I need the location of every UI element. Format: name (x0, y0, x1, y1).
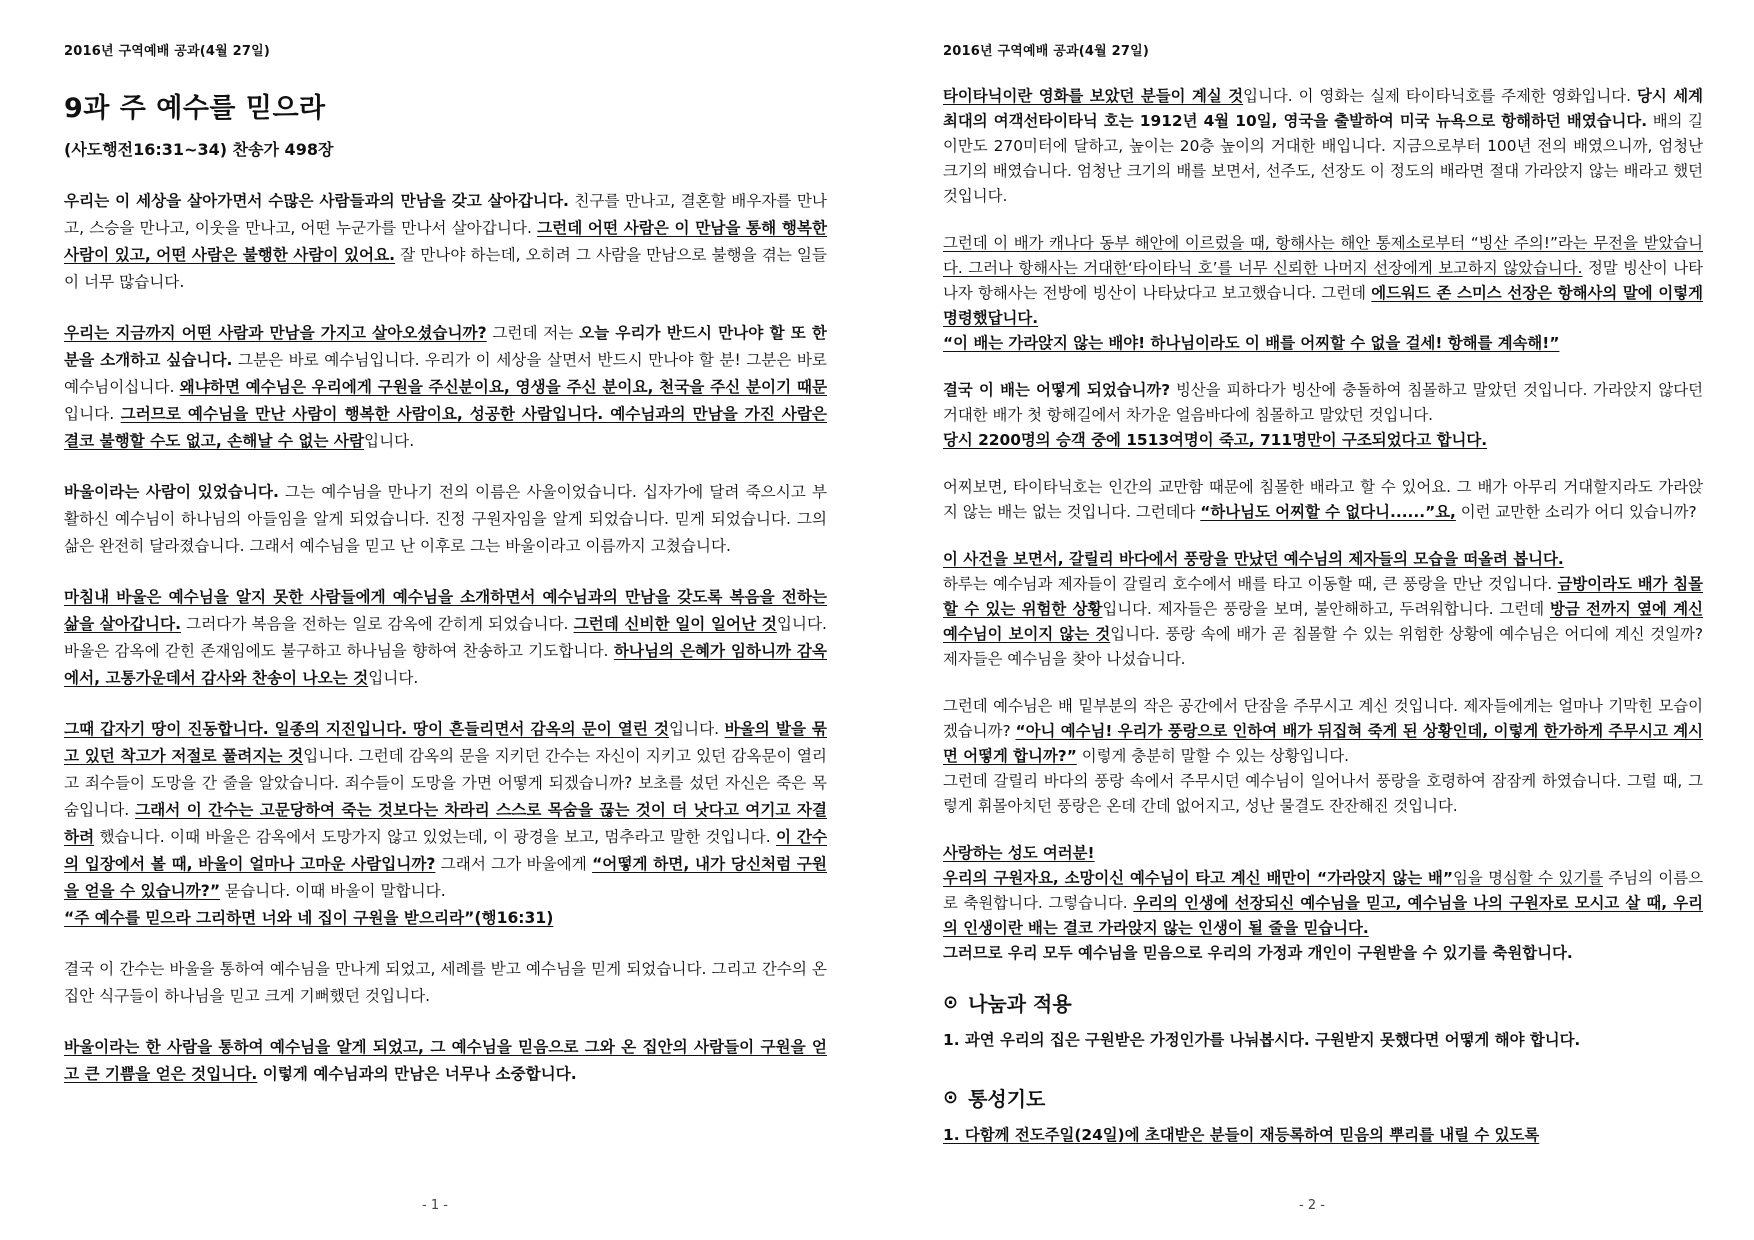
section-title-text: 통성기도 (968, 1087, 1046, 1111)
paragraph: 마침내 바울은 예수님을 알지 못한 사람들에게 예수님을 소개하면서 예수님과의 만남을 갖도록 복음을 전하는 삶을 살아갑니다. 그러다가 복음을 전하는 일로 감옥에 갇히게 되었습니다. 그런데 신비한 일이 일어난 것입니다. 바울은 감옥에 갇힌 존재임에도 불구하고 하나님을 향하여 찬송하고 기도합니다. 하나님의 은혜가 임하니까 감옥에서, 고통가운데서 감사와 찬송이 나오는 것입니다. (64, 588, 827, 687)
paragraph: 이 사건을 보면서, 갈릴리 바다에서 풍랑을 만났던 예수님의 제자들의 모습을 떠올려 봅니다. 하루는 예수님과 제자들이 갈릴리 호수에서 배를 타고 이동할 때, 큰 풍랑을 만난 것입니다. 금방이라도 배가 침몰할 수 있는 위험한 상황입니다. 제자들은 풍랑을 보며, 불안해하고, 두려워합니다. 그런데 방금 전까지 옆에 계신 예수님이 보이지 않는 것입니다. 풍랑 속에 배가 곧 침몰할 수 있는 위험한 상황에 예수님은 어디에 계신 것일까? 제자들은 예수님을 찾아 나섰습니다. (943, 550, 1704, 668)
paragraph: 우리는 지금까지 어떤 사람과 만남을 가지고 살아오셨습니까? 그런데 저는 오늘 우리가 반드시 만나야 할 또 한 분을 소개하고 싶습니다. 그분은 바로 예수님입니다. 우리가 이 세상을 살면서 반드시 만나야 할 분! 그분은 바로 예수님이십니다. 왜냐하면 예수님은 우리에게 구원을 주신분이요, 영생을 주신 분이요, 천국을 주신 분이기 때문입니다. 그러므로 예수님을 만난 사람이 행복한 사람이요, 성공한 사람입니다. 예수님과의 만남을 가진 사람은 결코 불행할 수도 없고, 손해날 수 없는 사람입니다. (64, 324, 828, 450)
paragraph: 그런데 예수님은 배 밑부분의 작은 공간에서 단잠을 주무시고 계신 것입니다. 제자들에게는 얼마나 기막힌 모습이겠습니까? “아니 예수님! 우리가 풍랑으로 인하여 배가 뒤집혀 죽게 된 상황인데, 이렇게 한가하게 주무시고 계시면 어떻게 합니까?” 이렇게 충분히 말할 수 있는 상황입니다. 그런데 갈릴리 바다의 풍랑 속에서 주무시던 예수님이 일어나서 풍랑을 호령하여 잠잠케 하였습니다. 그럴 때, 그렇게 휘몰아치던 풍랑은 온데 간데 없어지고, 성난 물결도 잔잔해진 것입니다. (943, 697, 1703, 815)
page-number: - 2 - (1299, 1198, 1325, 1213)
section-title-prayer (943, 1083, 1703, 1112)
page-content (943, 84, 1703, 1178)
sharing-item: 1. 과연 우리의 집은 구원받은 가정인가를 나눠봅시다. 구원받지 못했다면 어떻게 해야 합니다. (943, 1031, 1581, 1049)
paragraph: 타이타닉이란 영화를 보았던 분들이 계실 것입니다. 이 영화는 실제 타이타닉호를 주제한 영화입니다. 당시 세계 최대의 여객선타이타닉 호는 1912년 4월 10일, 영국을 출발하여 미국 뉴욕으로 항해하던 배였습니다. 배의 길이만도 270미터에 달하고, 높이는 20층 높이의 거대한 배입니다. 지금으로부터 100년 전의 배였으니까, 엄청난 크기의 배였습니다. 엄청난 크기의 배를 보면서, 선주도, 선장도 이 정도의 배라면 절대 가라앉지 않는 배라고 했던 것입니다. (943, 87, 1704, 205)
bible-verse: “주 예수를 믿으라 그리하면 너와 네 집이 구원을 받으리라” (64, 909, 475, 927)
paragraph: 결국 이 배는 어떻게 되었습니까? 빙산을 피하다가 빙산에 충돌하여 침몰하고 말았던 것입니다. 가라앉지 않다던 거대한 배가 첫 항해길에서 차가운 얼음바다에 침몰하고 말았던 것입니다. 당시 2200명의 승객 중에 1513여명이 죽고, 711명만이 구조되었다고 합니다. (943, 381, 1703, 449)
paragraph: 바울이라는 사람이 있었습니다. 그는 예수님을 만나기 전의 이름은 사울이었습니다. 십자가에 달려 죽으시고 부활하신 예수님이 하나님의 아들임을 알게 되었습니다. 진정 구원자임을 알게 되었습니다. 믿게 되었습니다. 그의 삶은 완전히 달라졌습니다. 그래서 예수님을 믿고 난 이후로 그는 바울이라고 이름까지 고쳤습니다. (64, 483, 828, 555)
page-header: 2016년 구역예배 공과(4월 27일) (64, 44, 271, 59)
section-title-sharing (943, 988, 1703, 1017)
lesson-title: 9과 주 예수를 믿으라 (64, 93, 326, 124)
page-2 (877, 0, 1754, 1240)
paragraph: 사랑하는 성도 여러분! 우리의 구원자요, 소망이신 예수님이 타고 계신 배만이 “가라앉지 않는 배”임을 명심할 수 있기를 주님의 이름으로 축원합니다. 그렇습니다. 우리의 인생에 선장되신 예수님을 믿고, 예수님을 나의 구원자로 모시고 살 때, 우리의 인생이란 배는 결코 가라앉지 않는 인생이 될 줄을 믿습니다. 그러므로 우리 모두 예수님을 믿음으로 우리의 가정과 개인이 구원받을 수 있기를 축원합니다. (943, 844, 1703, 962)
prayer-item: 1. 다함께 전도주일(24일)에 초대받은 분들이 재등록하여 믿음의 뿌리를 내릴 수 있도록 (943, 1126, 1540, 1144)
paragraph: 우리는 이 세상을 살아가면서 수많은 사람들과의 만남을 갖고 살아갑니다. 친구를 만나고, 결혼할 배우자를 만나고, 스승을 만나고, 이웃을 만나고, 어떤 누군가를 만나서 살아갑니다. 그런데 어떤 사람은 이 만남을 통해 행복한 사람이 있고, 어떤 사람은 불행한 사람이 있어요. 잘 만나야 하는데, 오히려 그 사람을 만남으로 불행을 겪는 일들이 너무 많습니다. (64, 192, 828, 291)
paragraph: 어찌보면, 타이타닉호는 인간의 교만함 때문에 침몰한 배라고 할 수 있어요. 그 배가 아무리 거대할지라도 가라앉지 않는 배는 없는 것입니다. 그런데다 “하나님도 어찌할 수 없다니......”요, 이런 교만한 소리가 어디 있습니까? (943, 478, 1703, 521)
page-number: - 1 - (422, 1198, 448, 1213)
paragraph: 그런데 이 배가 캐나다 동부 해안에 이르렀을 때, 항해사는 해안 통제소로부터 “빙산 주의!”라는 무전을 받았습니다. 그러나 항해사는 거대한‘타이타닉 호’를 너무 신뢰한 나머지 선장에게 보고하지 않았습니다. 정말 빙산이 나타나자 항해사는 전방에 빙산이 나타났다고 보고했습니다. 그런데 에드워드 존 스미스 선장은 항해사의 말에 이렇게 명령했답니다. “이 배는 가라앉지 않는 배야! 하나님이라도 이 배를 어찌할 수 없을 걸세! 항해를 계속해!” (943, 234, 1704, 352)
page-content (64, 82, 827, 1112)
paragraph: 바울이라는 한 사람을 통하여 예수님을 알게 되었고, 그 예수님을 믿음으로 그와 온 집안의 사람들이 구원을 얻고 큰 기쁨을 얻은 것입니다. 이렇게 예수님과의 만남은 너무나 소중합니다. (64, 1038, 827, 1083)
circle-dot-icon: ⊙ (943, 1087, 959, 1108)
captain-quote: “이 배는 가라앉지 않는 배야! 하나님이라도 이 배를 어찌할 수 없을 걸세! 항해를 계속해!” (943, 334, 1560, 352)
paragraph: 그때 갑자기 땅이 진동합니다. 일종의 지진입니다. 땅이 흔들리면서 감옥의 문이 열린 것입니다. 바울의 발을 묶고 있던 착고가 저절로 풀려지는 것입니다. 그런데 감옥의 문을 지키던 간수는 자신이 지키고 있던 감옥문이 열리고 죄수들이 도망을 간 줄을 알았습니다. 죄수들이 도망을 가면 어떻게 되겠습니까? 보초를 섰던 자신은 죽은 목숨입니다. 그래서 이 간수는 고문당하여 죽는 것보다는 차라리 스스로 목숨을 끊는 것이 더 낫다고 여기고 자결하려 했습니다. 이때 바울은 감옥에서 도망가지 않고 있었는데, 이 광경을 보고, 멈추라고 말한 것입니다. 이 간수의 입장에서 볼 때, 바울이 얼마나 고마운 사람입니까? 그래서 그가 바울에게 “어떻게 하면, 내가 당신처럼 구원을 얻을 수 있습니까?” 묻습니다. 이때 바울이 말합니다. “주 예수를 믿으라 그리하면 너와 네 집이 구원을 받으리라”(행16:31) (64, 720, 828, 927)
page-header: 2016년 구역예배 공과(4월 27일) (943, 44, 1150, 59)
section-title-text: 나눔과 적용 (968, 992, 1072, 1016)
circle-dot-icon: ⊙ (943, 992, 959, 1013)
lesson-scripture: (사도행전16:31~34) 찬송가 498장 (64, 140, 334, 159)
paragraph: 결국 이 간수는 바울을 통하여 예수님을 만나게 되었고, 세례를 받고 예수님을 믿게 되었습니다. 그리고 간수의 온 집안 식구들이 하나님을 믿고 크게 기뻐했던 것입니다. (64, 960, 827, 1005)
